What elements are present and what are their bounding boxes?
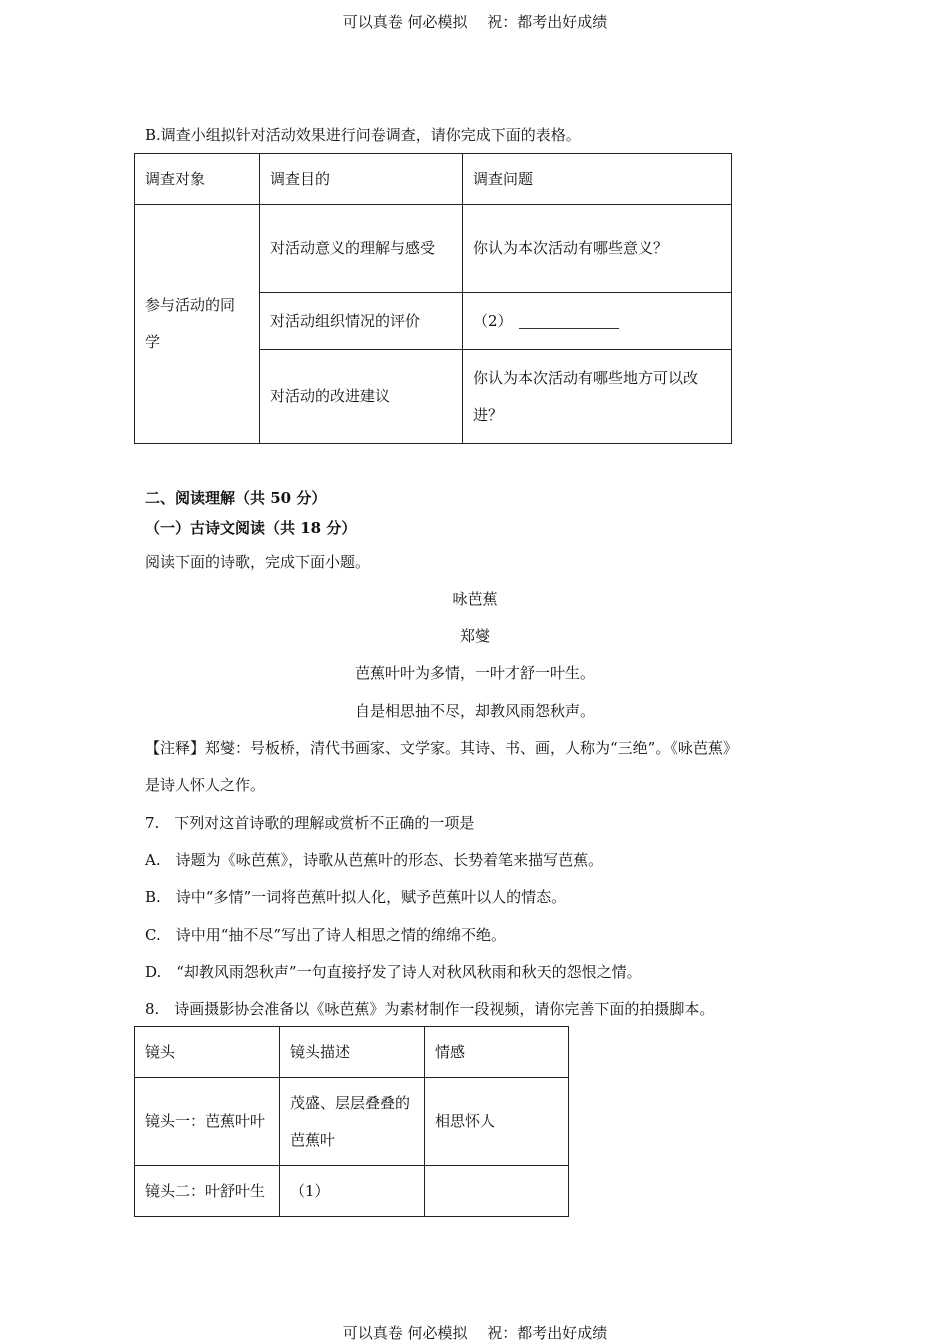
survey-question-cell: 你认为本次活动有哪些意义？ bbox=[463, 205, 732, 293]
script-shot-cell: 镜头一：芭蕉叶叶 bbox=[135, 1078, 280, 1166]
script-desc-cell: （1） bbox=[280, 1166, 425, 1217]
table-header-cell: 情感 bbox=[425, 1027, 569, 1078]
poem-title: 咏芭蕉 bbox=[452, 590, 498, 608]
page-header: 可以真卷 何必模拟 祝：都考出好成绩 bbox=[342, 13, 608, 31]
poem-note: 【注释】郑燮：号板桥，清代书画家、文学家。其诗、书、画，人称为“三绝”。《咏芭蕉》 bbox=[145, 739, 738, 757]
poem-line: 自是相思抽不尽，却教风雨怨秋声。 bbox=[354, 702, 595, 720]
script-shot-cell: 镜头二：叶舒叶生 bbox=[135, 1166, 280, 1217]
table-row bbox=[135, 1027, 569, 1078]
question-b-intro: B.调查小组拟针对活动效果进行问卷调查，请你完成下面的表格。 bbox=[145, 126, 581, 144]
poem-note: 是诗人怀人之作。 bbox=[145, 776, 266, 794]
table-row bbox=[135, 154, 732, 205]
script-desc-cell: 茂盛、层层叠叠的芭蕉叶 bbox=[280, 1078, 425, 1166]
table-header-cell: 调查问题 bbox=[463, 154, 732, 205]
section-title: 二、阅读理解（共 50 分） bbox=[145, 489, 327, 507]
table-header-cell: 镜头描述 bbox=[280, 1027, 425, 1078]
table-header-cell: 镜头 bbox=[135, 1027, 280, 1078]
subsection-title: （一）古诗文阅读（共 18 分） bbox=[145, 519, 357, 537]
script-emotion-cell: 相思怀人 bbox=[425, 1078, 569, 1166]
survey-purpose-cell: 对活动组织情况的评价 bbox=[260, 293, 463, 350]
answer-blank-line bbox=[519, 314, 619, 329]
survey-table bbox=[134, 153, 732, 444]
table-row bbox=[135, 205, 732, 293]
survey-question-cell: 你认为本次活动有哪些地方可以改进？ bbox=[463, 350, 732, 444]
survey-purpose-cell: 对活动意义的理解与感受 bbox=[260, 205, 463, 293]
script-emotion-cell bbox=[425, 1166, 569, 1217]
table-header-cell: 调查目的 bbox=[260, 154, 463, 205]
survey-question-cell bbox=[463, 293, 732, 350]
survey-purpose-cell: 对活动的改进建议 bbox=[260, 350, 463, 444]
question-7-stem: 7. 下列对这首诗歌的理解或赏析不正确的一项是 bbox=[145, 814, 475, 832]
table-row bbox=[135, 1166, 569, 1217]
instruction-text: 阅读下面的诗歌，完成下面小题。 bbox=[145, 553, 371, 571]
question-7-option-d: D. “却教风雨怨秋声”一句直接抒发了诗人对秋风秋雨和秋天的怨恨之情。 bbox=[145, 963, 642, 981]
script-table bbox=[134, 1026, 569, 1217]
page-footer: 可以真卷 何必模拟 祝：都考出好成绩 bbox=[342, 1324, 608, 1342]
poem-author: 郑燮 bbox=[459, 627, 490, 645]
survey-subject-cell: 参与活动的同学 bbox=[135, 205, 260, 444]
table-row bbox=[135, 1078, 569, 1166]
question-7-option-b: B. 诗中“多情”一词将芭蕉叶拟人化，赋予芭蕉叶以人的情态。 bbox=[145, 888, 567, 906]
question-7-option-a: A. 诗题为《咏芭蕉》，诗歌从芭蕉叶的形态、长势着笔来描写芭蕉。 bbox=[145, 851, 604, 869]
poem-line: 芭蕉叶叶为多情，一叶才舒一叶生。 bbox=[354, 664, 595, 682]
question-7-option-c: C. 诗中用“抽不尽”写出了诗人相思之情的绵绵不绝。 bbox=[145, 926, 507, 944]
answer-label: （2） bbox=[473, 311, 513, 330]
table-header-cell: 调查对象 bbox=[135, 154, 260, 205]
question-8-stem: 8. 诗画摄影协会准备以《咏芭蕉》为素材制作一段视频，请你完善下面的拍摄脚本。 bbox=[145, 1000, 715, 1018]
